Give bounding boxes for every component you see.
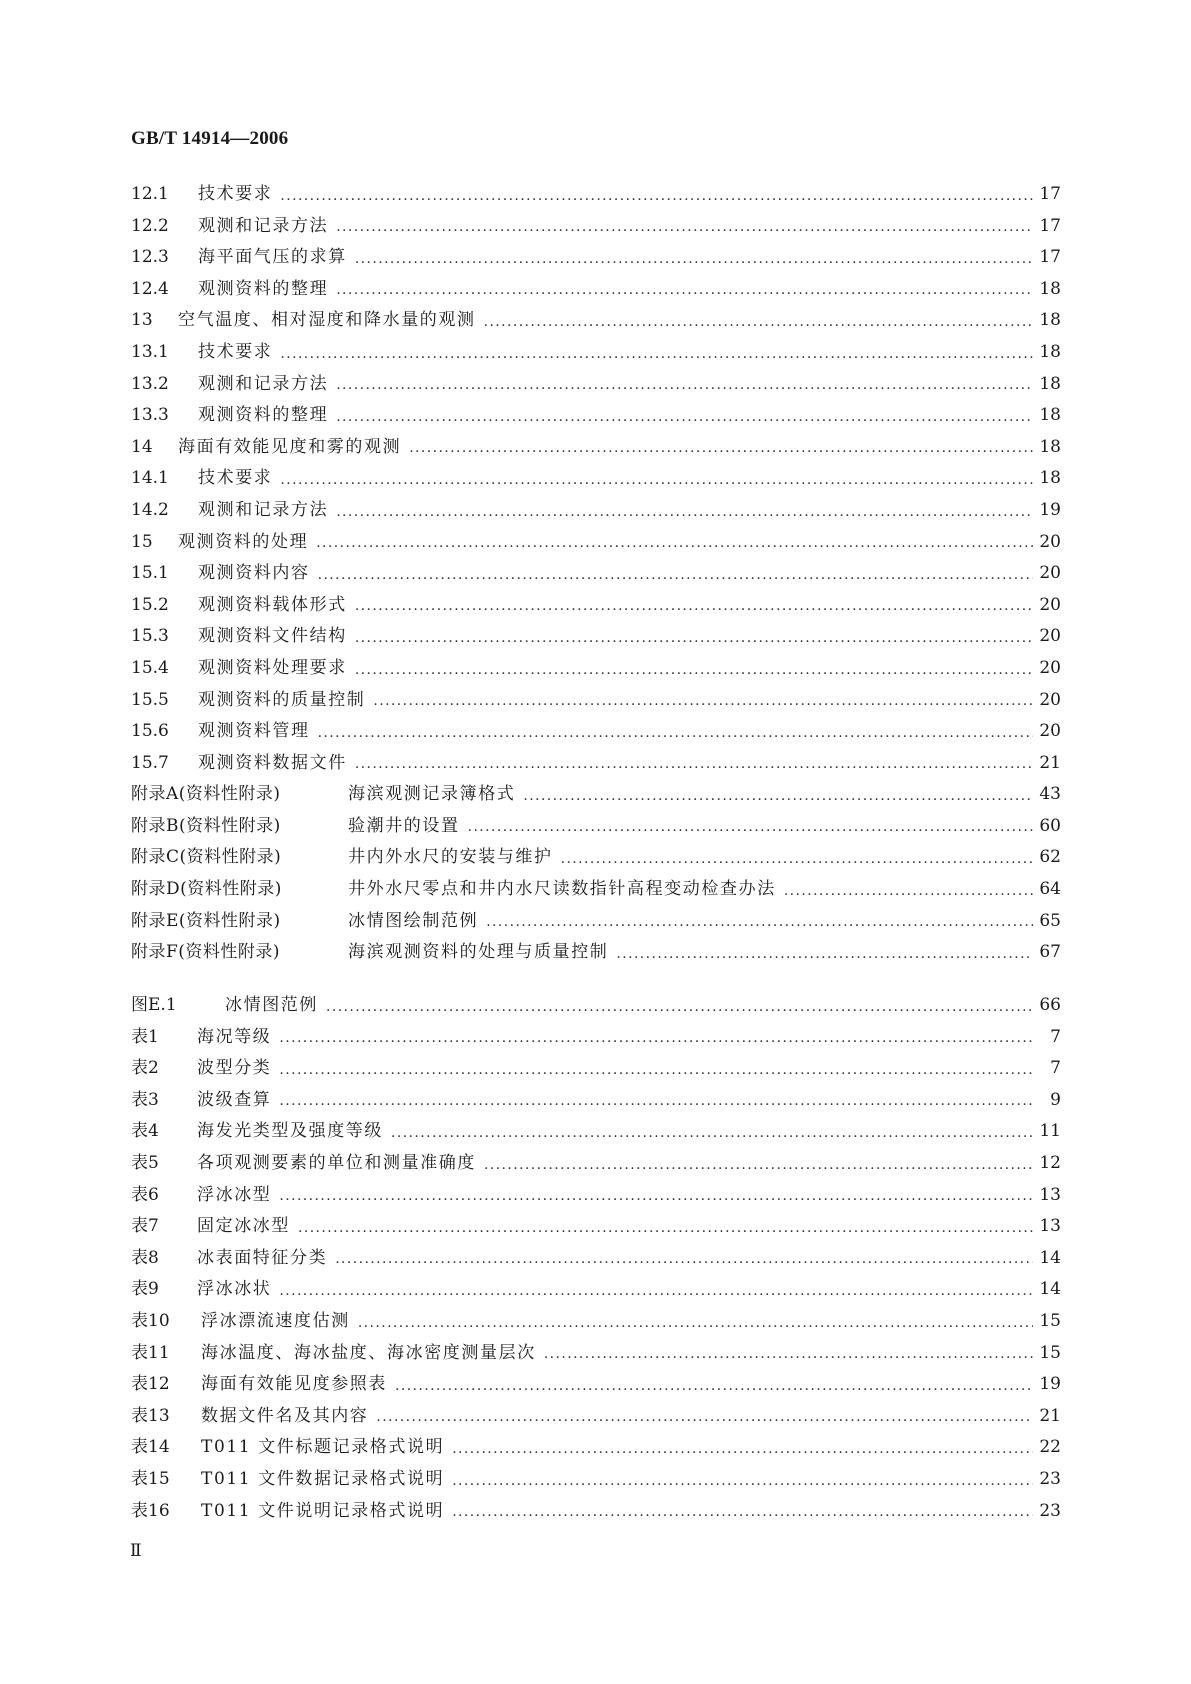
toc-entry[interactable] xyxy=(131,337,1061,369)
toc-number: 表3 xyxy=(131,1089,159,1110)
toc-page: 67 xyxy=(1039,942,1061,963)
toc-page: 20 xyxy=(1039,594,1061,615)
toc-title: 观测资料管理 xyxy=(198,721,310,742)
toc-title: 观测资料的整理 xyxy=(198,405,329,426)
toc-page: 18 xyxy=(1039,468,1061,489)
toc-page: 14 xyxy=(1039,1279,1061,1300)
toc-number: 附录B(资料性附录) xyxy=(131,815,281,836)
leader-dots xyxy=(279,1022,1033,1054)
leader-dots xyxy=(355,242,1033,274)
toc-entry[interactable] xyxy=(131,621,1061,653)
toc-number: 表11 xyxy=(131,1342,170,1363)
toc-title: T011 文件数据记录格式说明 xyxy=(201,1468,445,1489)
toc-number: 15.1 xyxy=(131,563,169,584)
toc-entry[interactable] xyxy=(131,716,1061,748)
toc-number: 12.1 xyxy=(131,184,169,204)
toc-number: 表6 xyxy=(131,1184,159,1205)
toc-entry[interactable] xyxy=(131,1464,1061,1496)
leader-dots xyxy=(336,495,1033,527)
toc-title: 验潮井的设置 xyxy=(348,815,460,836)
toc-number: 15.5 xyxy=(131,689,169,710)
leader-dots xyxy=(523,779,1033,811)
leader-dots xyxy=(376,1401,1033,1433)
toc-title: 观测资料数据文件 xyxy=(198,752,347,773)
leader-dots xyxy=(336,369,1033,401)
toc-title: 固定冰冰型 xyxy=(197,1216,290,1237)
toc-entry[interactable] xyxy=(131,1401,1061,1433)
toc-page: 13 xyxy=(1039,1216,1061,1237)
leader-dots xyxy=(486,906,1033,938)
toc-page: 22 xyxy=(1039,1437,1061,1458)
toc-title: 冰情图范例 xyxy=(225,995,318,1015)
toc-number: 15.6 xyxy=(131,721,169,742)
toc-entry[interactable] xyxy=(131,432,1061,464)
toc-number: 表15 xyxy=(131,1468,170,1489)
toc-title: 海面有效能见度参照表 xyxy=(201,1374,387,1395)
leader-dots xyxy=(355,653,1033,685)
toc-title: 浮冰冰状 xyxy=(197,1279,272,1300)
toc-page: 20 xyxy=(1039,657,1061,678)
toc-entry[interactable] xyxy=(131,1116,1061,1148)
toc-entry[interactable] xyxy=(131,495,1061,527)
leader-dots xyxy=(280,463,1033,495)
toc-number: 表7 xyxy=(131,1216,159,1237)
toc-title: 技术要求 xyxy=(198,184,273,204)
toc-entry[interactable] xyxy=(131,211,1061,243)
toc-entry[interactable] xyxy=(131,590,1061,622)
toc-number: 15.3 xyxy=(131,626,169,647)
toc-page: 19 xyxy=(1039,499,1061,520)
toc-entry[interactable] xyxy=(131,779,1061,811)
toc-page: 12 xyxy=(1039,1152,1061,1173)
toc-title: 井外水尺零点和井内水尺读数指针高程变动检查办法 xyxy=(348,879,776,900)
toc-title: 浮冰漂流速度估测 xyxy=(201,1310,350,1331)
leader-dots xyxy=(318,716,1033,748)
toc-entry[interactable] xyxy=(131,811,1061,843)
leader-dots xyxy=(355,590,1033,622)
toc-title: 观测资料文件结构 xyxy=(198,626,347,647)
toc-title: 观测和记录方法 xyxy=(198,499,329,520)
toc-page: 14 xyxy=(1039,1247,1061,1268)
toc-entry[interactable] xyxy=(131,242,1061,274)
leader-dots xyxy=(468,811,1033,843)
toc-entry[interactable] xyxy=(131,874,1061,906)
toc-number: 表5 xyxy=(131,1152,159,1173)
toc-entry[interactable] xyxy=(131,842,1061,874)
toc-entry[interactable] xyxy=(131,1496,1061,1528)
toc-number: 表4 xyxy=(131,1121,159,1142)
toc-title: 海面有效能见度和雾的观测 xyxy=(178,436,402,457)
toc-title: 观测和记录方法 xyxy=(198,215,329,236)
toc-number: 13.2 xyxy=(131,373,169,394)
toc-number: 表16 xyxy=(131,1500,170,1521)
toc-page: 20 xyxy=(1039,721,1061,742)
leader-dots xyxy=(336,400,1033,432)
toc-number: 附录C(资料性附录) xyxy=(131,847,282,868)
leader-dots xyxy=(280,179,1033,211)
toc-title: 冰情图绘制范例 xyxy=(348,910,479,931)
toc-number: 15.7 xyxy=(131,752,169,773)
toc-figures-tables xyxy=(131,990,1061,1527)
leader-dots xyxy=(373,685,1033,717)
leader-dots xyxy=(279,1053,1033,1085)
toc-number: 表10 xyxy=(131,1310,170,1331)
leader-dots xyxy=(395,1369,1033,1401)
toc-page: 20 xyxy=(1039,689,1061,710)
toc-number: 附录A(资料性附录) xyxy=(131,784,281,805)
toc-entry[interactable] xyxy=(131,1085,1061,1117)
toc-page: 20 xyxy=(1039,531,1061,552)
leader-dots xyxy=(452,1464,1033,1496)
toc-entry[interactable] xyxy=(131,179,1061,211)
leader-dots xyxy=(336,211,1033,243)
toc-title: 数据文件名及其内容 xyxy=(201,1405,369,1426)
toc-page: 23 xyxy=(1039,1468,1061,1489)
toc-sections xyxy=(131,179,1061,969)
toc-title: T011 文件说明记录格式说明 xyxy=(201,1500,445,1521)
toc-page: 18 xyxy=(1039,405,1061,426)
leader-dots xyxy=(409,432,1033,464)
toc-page: 9 xyxy=(1050,1089,1061,1110)
toc-entry[interactable] xyxy=(131,1369,1061,1401)
leader-dots xyxy=(784,874,1033,906)
toc-entry[interactable] xyxy=(131,400,1061,432)
toc-title: 海滨观测记录簿格式 xyxy=(348,784,516,805)
toc-title: 观测和记录方法 xyxy=(198,373,329,394)
toc-page: 18 xyxy=(1039,310,1061,331)
toc-page: 18 xyxy=(1039,373,1061,394)
toc-page: 21 xyxy=(1039,752,1061,773)
toc-page: 15 xyxy=(1039,1342,1061,1363)
toc-title: T011 文件标题记录格式说明 xyxy=(201,1437,445,1458)
toc-page: 15 xyxy=(1039,1310,1061,1331)
toc-entry[interactable] xyxy=(131,1022,1061,1054)
leader-dots xyxy=(298,1211,1033,1243)
toc-title: 各项观测要素的单位和测量准确度 xyxy=(197,1152,476,1173)
toc-number: 附录D(资料性附录) xyxy=(131,879,282,900)
leader-dots xyxy=(358,1306,1033,1338)
toc-entry[interactable] xyxy=(131,558,1061,590)
toc-entry[interactable] xyxy=(131,305,1061,337)
toc-title: 观测资料内容 xyxy=(198,563,310,584)
leader-dots xyxy=(279,1085,1033,1117)
toc-number: 表1 xyxy=(131,1026,159,1047)
toc-title: 海冰温度、海冰盐度、海冰密度测量层次 xyxy=(201,1342,536,1363)
toc-title: 观测资料的质量控制 xyxy=(198,689,366,710)
toc-title: 波级查算 xyxy=(197,1089,272,1110)
leader-dots xyxy=(318,558,1033,590)
toc-number: 14.1 xyxy=(131,468,169,489)
toc-number: 13 xyxy=(131,310,153,331)
toc-number: 表9 xyxy=(131,1279,159,1300)
toc-entry[interactable] xyxy=(131,463,1061,495)
toc-entry[interactable] xyxy=(131,1274,1061,1306)
toc-title: 海发光类型及强度等级 xyxy=(197,1121,383,1142)
toc-entry[interactable] xyxy=(131,1338,1061,1370)
toc-entry[interactable] xyxy=(131,1180,1061,1212)
leader-dots xyxy=(336,274,1033,306)
leader-dots xyxy=(452,1496,1033,1528)
toc-number: 表14 xyxy=(131,1437,170,1458)
leader-dots xyxy=(355,621,1033,653)
toc-number: 15.4 xyxy=(131,657,169,678)
toc-number: 12.4 xyxy=(131,278,169,299)
toc-page: 18 xyxy=(1039,278,1061,299)
toc-entry[interactable] xyxy=(131,1211,1061,1243)
toc-page: 13 xyxy=(1039,1184,1061,1205)
leader-dots xyxy=(355,748,1033,780)
toc-page: 17 xyxy=(1039,247,1061,268)
toc-entry[interactable] xyxy=(131,1148,1061,1180)
toc-page: 17 xyxy=(1039,215,1061,236)
toc-page: 66 xyxy=(1039,995,1061,1015)
toc-title: 技术要求 xyxy=(198,341,273,362)
leader-dots xyxy=(335,1243,1033,1275)
toc-entry[interactable] xyxy=(131,906,1061,938)
toc-page: 19 xyxy=(1039,1374,1061,1395)
toc-page: 11 xyxy=(1039,1121,1061,1142)
toc-title: 技术要求 xyxy=(198,468,273,489)
leader-dots xyxy=(391,1116,1033,1148)
leader-dots xyxy=(561,842,1033,874)
leader-dots xyxy=(616,937,1033,969)
toc-title: 空气温度、相对湿度和降水量的观测 xyxy=(178,310,476,331)
toc-entry[interactable] xyxy=(131,1306,1061,1338)
toc-entry[interactable] xyxy=(131,527,1061,559)
toc-page: 62 xyxy=(1039,847,1061,868)
toc-number: 图E.1 xyxy=(131,995,177,1015)
leader-dots xyxy=(279,1180,1033,1212)
toc-number: 表2 xyxy=(131,1058,159,1079)
toc-title: 海况等级 xyxy=(197,1026,272,1047)
toc-title: 海平面气压的求算 xyxy=(198,247,347,268)
toc-number: 附录F(资料性附录) xyxy=(131,942,281,963)
toc-entry[interactable] xyxy=(131,990,1061,1022)
toc-title: 浮冰冰型 xyxy=(197,1184,272,1205)
toc-number: 14.2 xyxy=(131,499,169,520)
page-number: Ⅱ xyxy=(130,1541,142,1560)
toc-number: 13.3 xyxy=(131,405,169,426)
toc-title: 观测资料的整理 xyxy=(198,278,329,299)
toc-entry[interactable] xyxy=(131,685,1061,717)
toc-page: 18 xyxy=(1039,341,1061,362)
toc-page: 64 xyxy=(1039,879,1061,900)
toc-title: 观测资料处理要求 xyxy=(198,657,347,678)
leader-dots xyxy=(279,1274,1033,1306)
toc-title: 井内外水尺的安装与维护 xyxy=(348,847,553,868)
toc-entry[interactable] xyxy=(131,748,1061,780)
toc-number: 12.3 xyxy=(131,247,169,268)
leader-dots xyxy=(484,1148,1033,1180)
leader-dots xyxy=(544,1338,1033,1370)
toc-number: 表13 xyxy=(131,1405,170,1426)
toc-page: 60 xyxy=(1039,815,1061,836)
toc-entry[interactable] xyxy=(131,937,1061,969)
toc-number: 表8 xyxy=(131,1247,159,1268)
toc-entry[interactable] xyxy=(131,1432,1061,1464)
toc-number: 12.2 xyxy=(131,215,169,236)
toc-entry[interactable] xyxy=(131,653,1061,685)
toc-page: 21 xyxy=(1039,1405,1061,1426)
leader-dots xyxy=(326,990,1033,1022)
leader-dots xyxy=(280,337,1033,369)
toc-page: 20 xyxy=(1039,626,1061,647)
toc-title: 海滨观测资料的处理与质量控制 xyxy=(348,942,609,963)
toc-entry[interactable] xyxy=(131,369,1061,401)
toc-page: 18 xyxy=(1039,436,1061,457)
toc-number: 15.2 xyxy=(131,594,169,615)
toc-page: 20 xyxy=(1039,563,1061,584)
toc-page: 17 xyxy=(1039,184,1061,204)
toc-title: 观测资料载体形式 xyxy=(198,594,347,615)
toc-entry[interactable] xyxy=(131,274,1061,306)
leader-dots xyxy=(452,1432,1033,1464)
toc-page: 43 xyxy=(1039,784,1061,805)
leader-dots xyxy=(316,527,1033,559)
toc-title: 观测资料的处理 xyxy=(178,531,309,552)
toc-number: 表12 xyxy=(131,1374,170,1395)
toc-title: 冰表面特征分类 xyxy=(197,1247,328,1268)
toc-page: 65 xyxy=(1039,910,1061,931)
standard-code: GB/T 14914—2006 xyxy=(131,128,289,149)
toc-page: 23 xyxy=(1039,1500,1061,1521)
toc-number: 13.1 xyxy=(131,341,169,362)
toc-title: 波型分类 xyxy=(197,1058,272,1079)
toc-number: 14 xyxy=(131,436,153,457)
leader-dots xyxy=(484,305,1033,337)
toc-page: 7 xyxy=(1050,1026,1061,1047)
toc-number: 15 xyxy=(131,531,153,552)
toc-number: 附录E(资料性附录) xyxy=(131,910,281,931)
toc-entry[interactable] xyxy=(131,1243,1061,1275)
toc-entry[interactable] xyxy=(131,1053,1061,1085)
toc-page: 7 xyxy=(1050,1058,1061,1079)
